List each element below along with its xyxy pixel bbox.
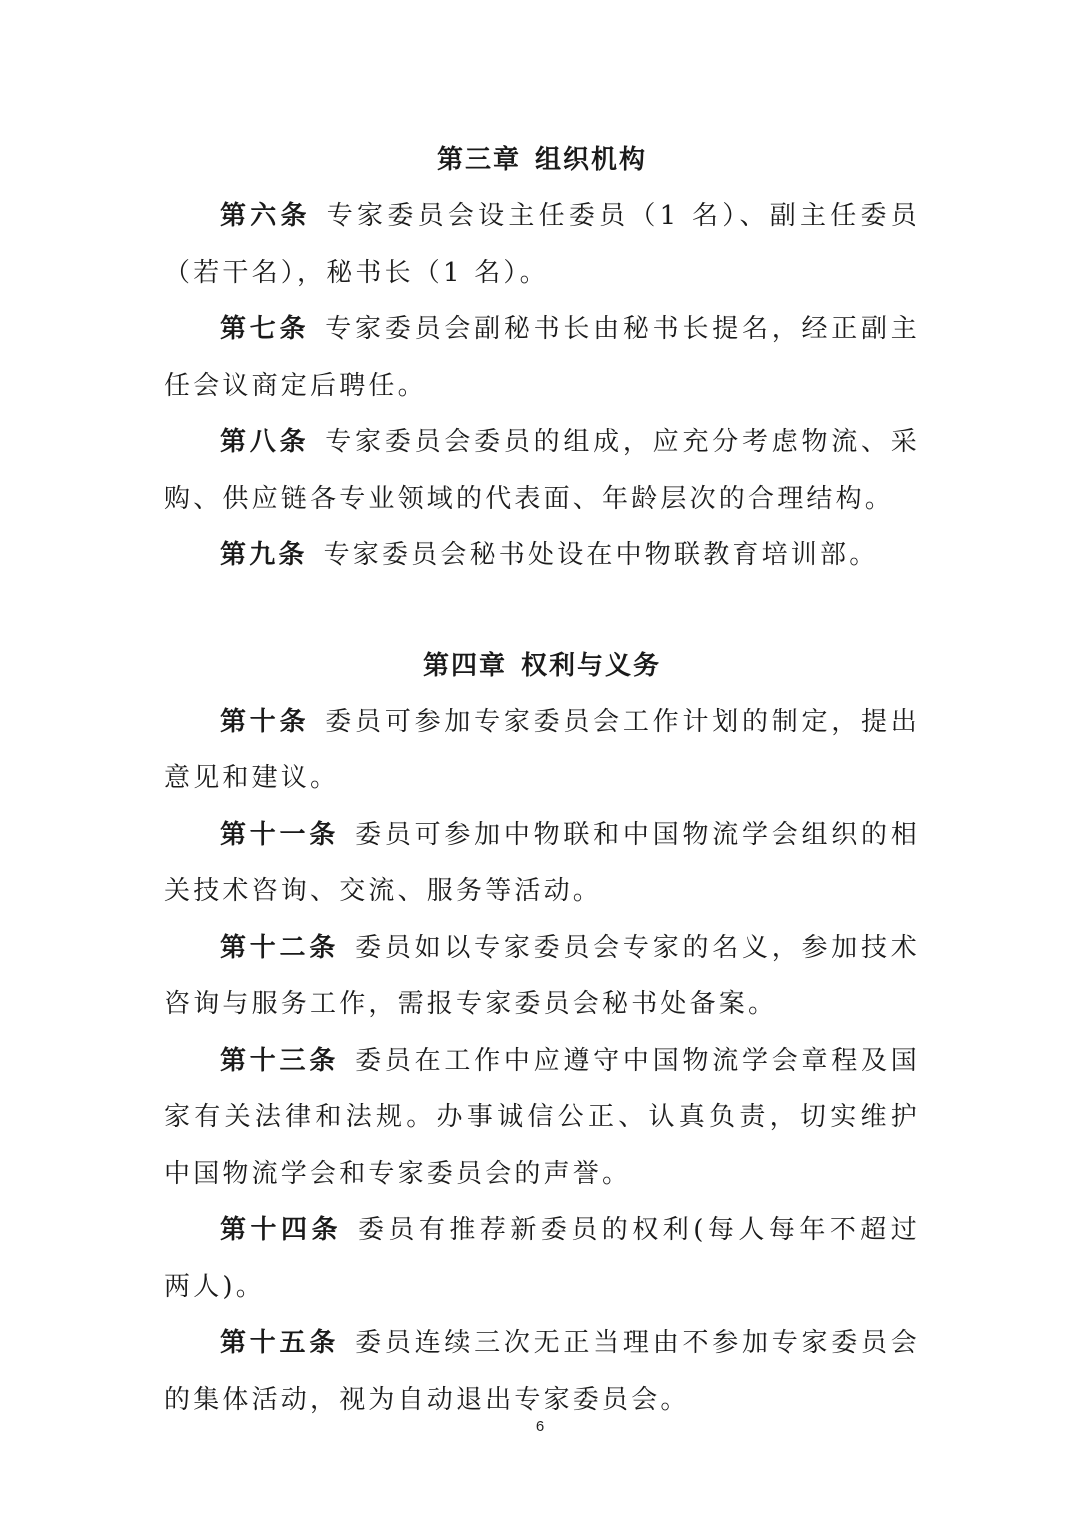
chapter-3-title: 组织机构 (535, 145, 648, 175)
article-13 (164, 1033, 920, 1203)
article-6 (164, 188, 920, 301)
chapter-3-number: 第三章 (436, 145, 521, 175)
article-13-text: 委员在工作中应遵守中国物流学会章程及国家有关法律和法规。办事诚信公正、认真负责，切实维护中国物流学会和专家委员会的声誉。 (164, 1045, 920, 1189)
article-12-number: 第十二条 (220, 932, 340, 963)
article-12-text: 委员如以专家委员会专家的名义，参加技术咨询与服务工作，需报专家委员会秘书处备案。 (164, 932, 920, 1019)
article-7-number: 第七条 (220, 314, 310, 344)
article-6-text: 专家委员会设主任委员（1 名）、副主任委员（若干名），秘书长（1 名）。 (164, 201, 920, 288)
article-6-number: 第六条 (220, 201, 311, 231)
article-8-number: 第八条 (220, 427, 310, 457)
article-15 (164, 1315, 920, 1428)
article-11-text: 委员可参加中物联和中国物流学会组织的相关技术咨询、交流、服务等活动。 (164, 819, 920, 906)
article-12 (164, 920, 920, 1033)
article-15-text: 委员连续三次无正当理由不参加专家委员会的集体活动，视为自动退出专家委员会。 (164, 1328, 920, 1415)
article-10-number: 第十条 (220, 706, 310, 737)
article-11 (164, 807, 920, 920)
article-14-text: 委员有推荐新委员的权利(每人每年不超过两人)。 (164, 1215, 920, 1302)
article-10 (164, 694, 920, 807)
article-11-number: 第十一条 (220, 819, 340, 850)
article-7 (164, 301, 920, 414)
chapter-4-title: 权利与义务 (521, 650, 662, 681)
article-7-text: 专家委员会副秘书长由秘书长提名，经正副主任会议商定后聘任。 (164, 314, 920, 401)
article-9 (164, 527, 920, 584)
page-content (164, 132, 920, 1428)
article-9-number: 第九条 (220, 540, 308, 570)
article-8-text: 专家委员会委员的组成，应充分考虑物流、采购、供应链各专业领域的代表面、年龄层次的合理结构。 (164, 427, 920, 514)
article-14 (164, 1202, 920, 1315)
article-9-text: 专家委员会秘书处设在中物联教育培训部。 (323, 540, 879, 570)
section-spacer (164, 584, 920, 638)
article-8 (164, 414, 920, 527)
chapter-4-heading (164, 638, 920, 694)
article-14-number: 第十四条 (220, 1215, 342, 1245)
article-15-number: 第十五条 (220, 1328, 340, 1358)
page-number: 6 (535, 1418, 545, 1435)
article-10-text: 委员可参加专家委员会工作计划的制定，提出意见和建议。 (164, 706, 920, 793)
chapter-4-number: 第四章 (422, 650, 507, 681)
article-13-number: 第十三条 (220, 1045, 340, 1076)
chapter-3-heading (164, 132, 920, 188)
